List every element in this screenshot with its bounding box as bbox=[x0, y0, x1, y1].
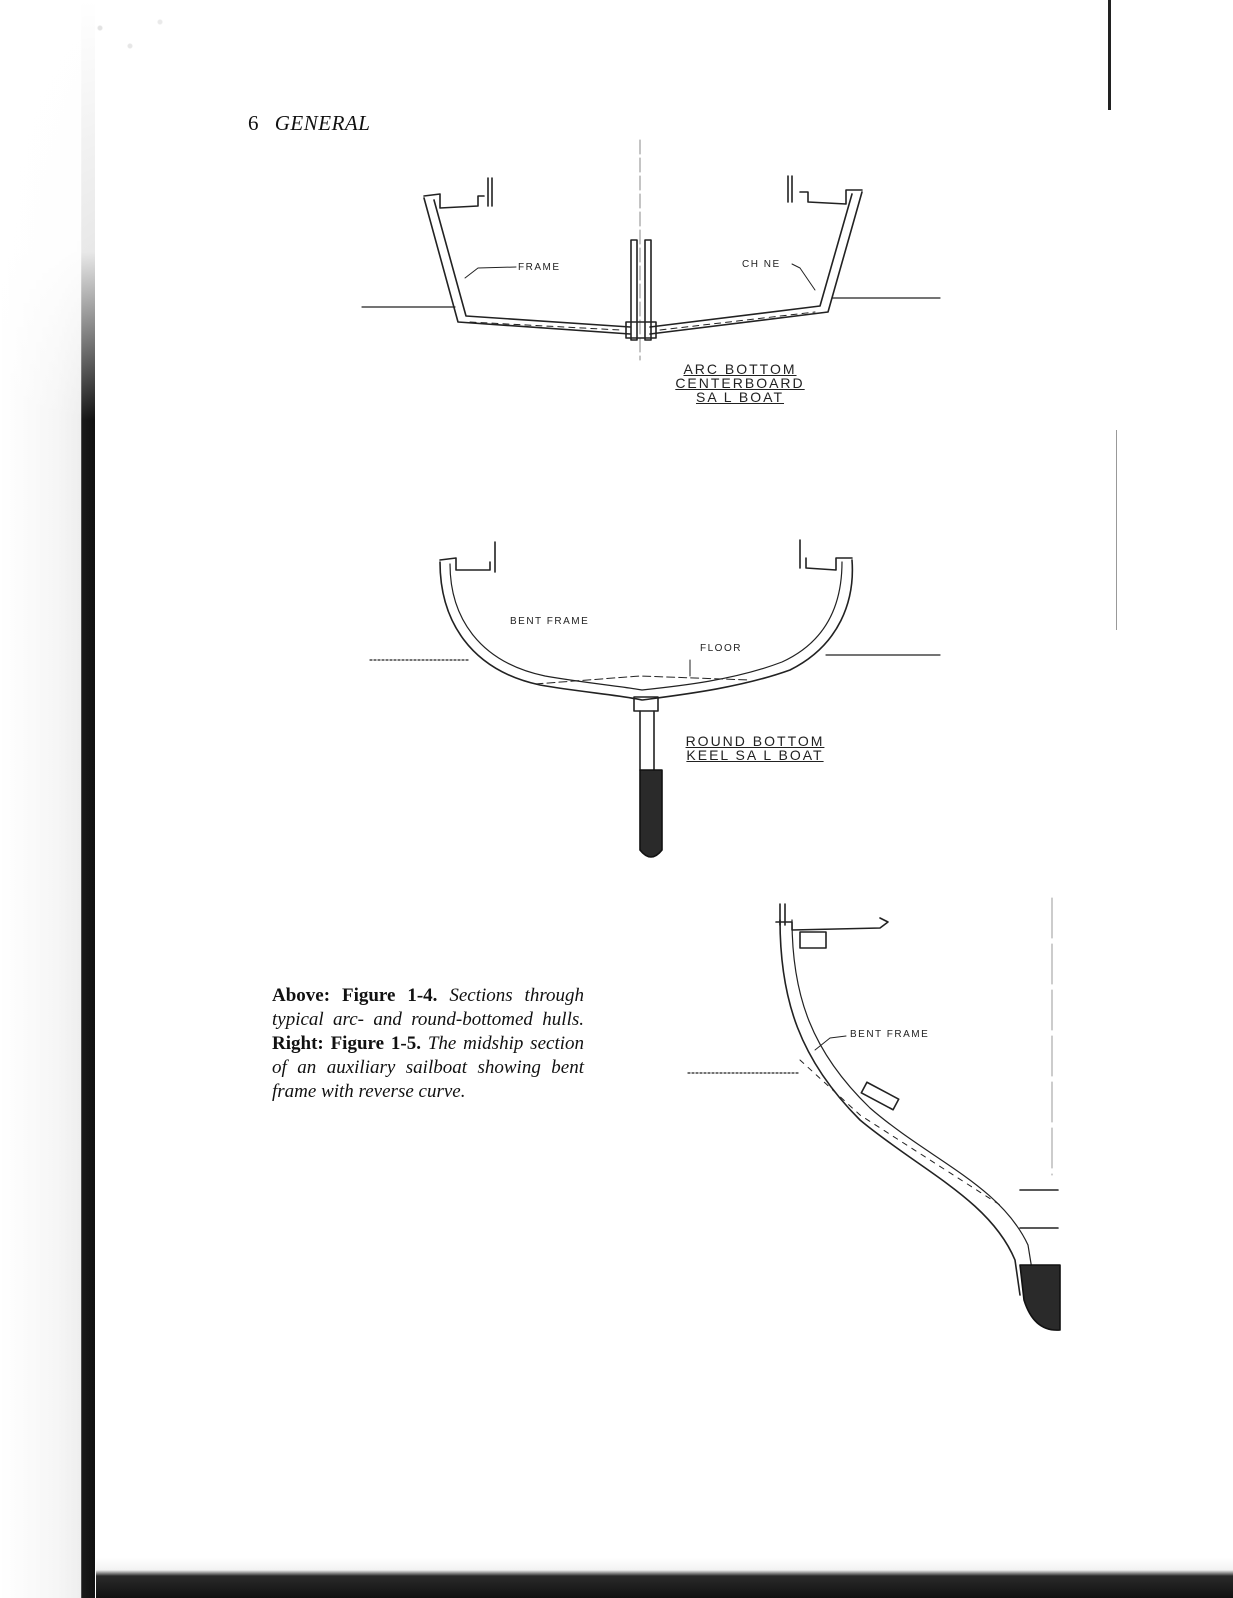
page-number: 6 bbox=[248, 111, 259, 135]
figure-caption bbox=[272, 984, 584, 1104]
midship-bent-frame-label: BENT FRAME bbox=[850, 1029, 930, 1040]
caption-right-label: Right: bbox=[272, 1033, 324, 1054]
bent-frame-label: BENT FRAME bbox=[510, 616, 590, 627]
caption-fig-5-label: Figure 1-5. bbox=[330, 1033, 421, 1054]
round-bottom-title bbox=[675, 734, 835, 762]
round-bottom-title-line-1: ROUND BOTTOM bbox=[685, 733, 825, 749]
arc-bottom-title-line-1: ARC BOTTOM bbox=[683, 361, 797, 377]
round-bottom-title-line-2: KEEL SA L BOAT bbox=[686, 747, 824, 763]
section-title: GENERAL bbox=[274, 111, 371, 135]
arc-bottom-title bbox=[660, 362, 820, 404]
round-bottom-hull-drawing bbox=[370, 540, 940, 770]
arc-bottom-title-line-3: SA L BOAT bbox=[695, 389, 785, 405]
ballast-keel bbox=[640, 770, 662, 857]
ballast-keel-midship bbox=[1020, 1265, 1060, 1330]
floor-label: FLOOR bbox=[700, 643, 742, 654]
caption-fig-5-text: The midship section of an auxiliary sailboat showing bent frame with reverse curve. bbox=[272, 1033, 585, 1102]
caption-above-label: Above: bbox=[272, 985, 331, 1006]
arc-bottom-hull-drawing bbox=[362, 140, 940, 360]
chine-label: CH NE bbox=[742, 259, 781, 270]
midship-section-drawing bbox=[688, 898, 1058, 1295]
caption-fig-4-label: Figure 1-4. bbox=[341, 985, 438, 1006]
arc-bottom-title-line-2: CENTERBOARD bbox=[675, 375, 805, 391]
frame-label: FRAME bbox=[518, 262, 561, 273]
caption-fig-4-text: Sections through typical arc- and round-bottomed hulls. bbox=[272, 985, 585, 1030]
